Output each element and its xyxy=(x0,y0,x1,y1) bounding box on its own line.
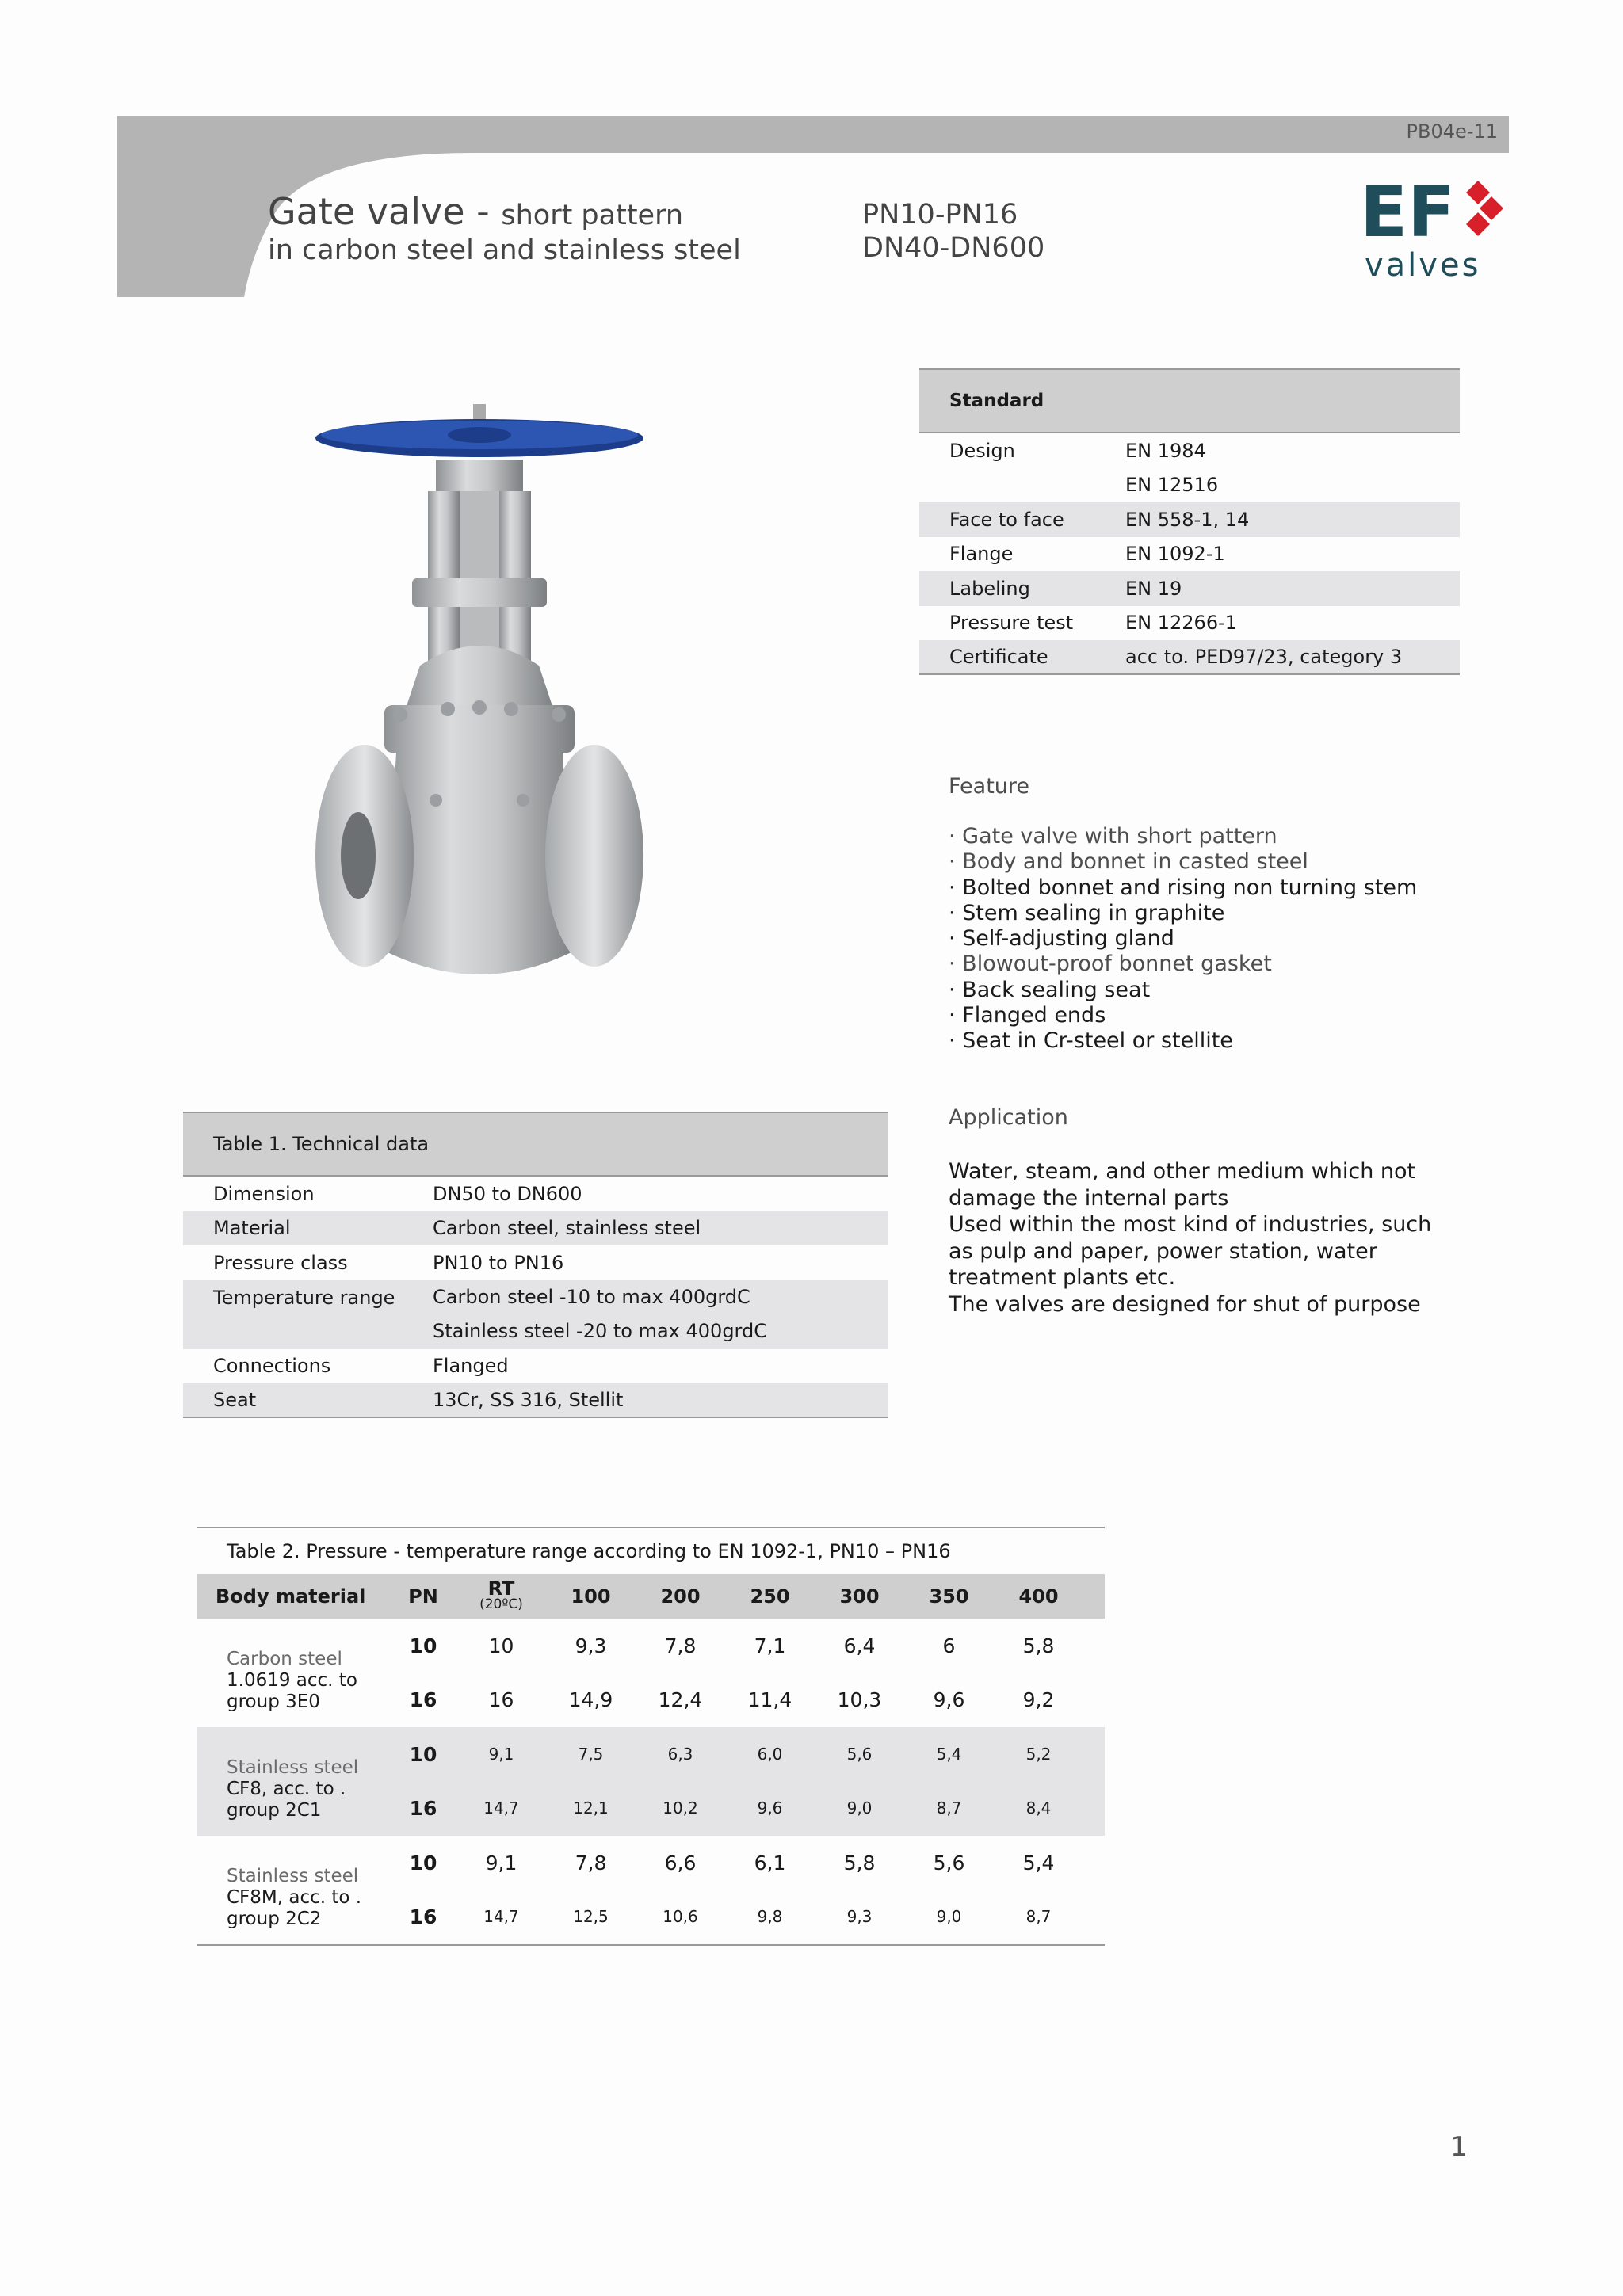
pressure-cell: 10,3 xyxy=(837,1688,882,1711)
body-material-label: Stainless steel CF8, acc. to . group 2C1 xyxy=(227,1757,359,1821)
pressure-cell: 6,0 xyxy=(757,1745,783,1764)
page-number: 1 xyxy=(1450,2131,1468,2163)
pressure-cell: 10,2 xyxy=(663,1798,698,1817)
technical-data-table xyxy=(183,1112,888,1418)
pn-cell: 10 xyxy=(409,1851,437,1875)
header-cell: 100 xyxy=(571,1585,611,1608)
header-cell: 200 xyxy=(660,1585,701,1608)
page-subtitle: in carbon steel and stainless steel xyxy=(268,235,741,266)
standard-table xyxy=(919,368,1460,675)
pressure-cell: 6,1 xyxy=(754,1851,786,1875)
pressure-cell: 12,1 xyxy=(573,1798,609,1817)
header-cell: PN xyxy=(408,1585,438,1608)
pressure-cell: 5,6 xyxy=(846,1745,873,1764)
pressure-cell: 14,7 xyxy=(483,1798,519,1817)
svg-text:EF: EF xyxy=(1360,174,1456,253)
pressure-cell: 6,4 xyxy=(843,1634,876,1657)
title-pattern: short pattern xyxy=(501,200,684,231)
pressure-cell: 9,6 xyxy=(757,1798,783,1817)
pressure-cell: 10 xyxy=(488,1634,514,1657)
pressure-cell: 12,5 xyxy=(573,1907,609,1926)
standard-header: Standard xyxy=(919,368,1460,433)
table-row: Labeling EN 19 xyxy=(919,571,1460,606)
pressure-cell: 9,1 xyxy=(488,1745,514,1764)
list-item: · Body and bonnet in casted steel xyxy=(949,849,1308,875)
table-row: Pressure class PN10 to PN16 xyxy=(213,1251,564,1274)
application-line: damage the internal parts xyxy=(949,1185,1229,1211)
table-row: Material Carbon steel, stainless steel xyxy=(183,1211,888,1246)
table-row: Pressure test EN 12266-1 xyxy=(949,612,1238,635)
pressure-temperature-table xyxy=(197,1527,1105,1946)
pressure-cell: 5,8 xyxy=(843,1851,876,1875)
table2-body xyxy=(197,1619,1105,1944)
pressure-cell: 7,8 xyxy=(575,1851,607,1875)
pressure-cell: 10,6 xyxy=(663,1907,698,1926)
header-cell: 300 xyxy=(839,1585,880,1608)
pressure-cell: 9,0 xyxy=(846,1798,873,1817)
table-row: Connections Flanged xyxy=(213,1355,509,1378)
pressure-cell: 9,3 xyxy=(575,1634,607,1657)
table-row-group xyxy=(197,1727,1105,1836)
pressure-cell: 5,4 xyxy=(1022,1851,1055,1875)
pressure-cell: 9,1 xyxy=(485,1851,517,1875)
pressure-cell: 7,8 xyxy=(664,1634,697,1657)
table-row xyxy=(390,1619,1083,1672)
pressure-cell: 5,4 xyxy=(936,1745,962,1764)
pressure-cell: 5,2 xyxy=(1025,1745,1052,1764)
header-cell: 350 xyxy=(929,1585,969,1608)
pn-range: PN10-PN16 xyxy=(862,199,1018,231)
header-cell: 250 xyxy=(750,1585,790,1608)
table2-header xyxy=(197,1574,1105,1619)
table-row: Dimension DN50 to DN600 xyxy=(213,1182,582,1205)
pressure-cell: 12,4 xyxy=(658,1688,703,1711)
pressure-cell: 9,3 xyxy=(846,1907,873,1926)
pn-cell: 10 xyxy=(409,1634,437,1657)
list-item: · Back sealing seat xyxy=(949,977,1151,1002)
list-item: · Self-adjusting gland xyxy=(949,926,1174,952)
pressure-cell: 8,7 xyxy=(1025,1907,1052,1926)
table-row-group xyxy=(197,1619,1105,1727)
pressure-cell: 5,6 xyxy=(933,1851,965,1875)
page-title: Gate valve - short pattern xyxy=(268,190,684,233)
pn-cell: 16 xyxy=(409,1796,437,1820)
list-item: · Flanged ends xyxy=(949,1003,1106,1028)
pn-cell: 16 xyxy=(409,1688,437,1711)
header-cell: 400 xyxy=(1018,1585,1059,1608)
table-row: Certificate acc to. PED97/23, category 3 xyxy=(919,640,1460,675)
pressure-cell: 5,8 xyxy=(1022,1634,1055,1657)
pressure-cell: 6 xyxy=(942,1634,956,1657)
pressure-cell: 9,0 xyxy=(936,1907,962,1926)
list-item: · Bolted bonnet and rising non turning stem xyxy=(949,875,1418,900)
svg-text:valves: valves xyxy=(1365,247,1481,284)
pressure-cell: 9,2 xyxy=(1022,1688,1055,1711)
pn-cell: 10 xyxy=(409,1742,437,1766)
list-item: · Seat in Cr-steel or stellite xyxy=(949,1028,1233,1054)
document-id: PB04e-11 xyxy=(1406,120,1498,143)
pressure-cell: 9,8 xyxy=(757,1907,783,1926)
application-line: Used within the most kind of industries, such xyxy=(949,1212,1432,1237)
table-row xyxy=(390,1672,1083,1726)
application-text xyxy=(949,1158,1472,1318)
pressure-cell: 6,3 xyxy=(667,1745,693,1764)
table-row: Flange EN 1092-1 xyxy=(949,543,1225,566)
pressure-cell: 8,4 xyxy=(1025,1798,1052,1817)
list-item: · Gate valve with short pattern xyxy=(949,824,1277,849)
pressure-cell: 8,7 xyxy=(936,1798,962,1817)
pressure-cell: 14,7 xyxy=(483,1907,519,1926)
list-item: · Stem sealing in graphite xyxy=(949,900,1225,925)
application-line: treatment plants etc. xyxy=(949,1265,1176,1290)
table-row: Design EN 1984 xyxy=(949,439,1206,462)
table-row xyxy=(390,1781,1083,1835)
application-line: as pulp and paper, power station, water xyxy=(949,1238,1377,1264)
pressure-cell: 6,6 xyxy=(664,1851,697,1875)
pressure-cell: 11,4 xyxy=(747,1688,792,1711)
feature-title: Feature xyxy=(949,774,1030,799)
table-row xyxy=(390,1727,1083,1781)
application-line: Water, steam, and other medium which not xyxy=(949,1159,1416,1184)
table-row: EN 12516 xyxy=(1125,474,1219,497)
pressure-cell: 7,5 xyxy=(578,1745,604,1764)
table-row xyxy=(390,1836,1083,1890)
header-cell: Body material xyxy=(216,1585,366,1608)
application-line: The valves are designed for shut of purpose xyxy=(949,1291,1421,1317)
table2-bottom-rule xyxy=(197,1944,1105,1946)
pressure-range xyxy=(862,198,1044,265)
ef-valves-logo xyxy=(1355,174,1506,285)
table-row: Face to face EN 558-1, 14 xyxy=(919,502,1460,537)
pressure-cell: 14,9 xyxy=(568,1688,613,1711)
body-material-label: Carbon steel 1.0619 acc. to group 3E0 xyxy=(227,1649,357,1712)
pressure-cell: 16 xyxy=(488,1688,514,1711)
dn-range: DN40-DN600 xyxy=(862,232,1045,264)
pressure-cell: 7,1 xyxy=(754,1634,786,1657)
pressure-cell: 9,6 xyxy=(933,1688,965,1711)
pn-cell: 16 xyxy=(409,1905,437,1928)
body-material-label: Stainless steel CF8M, acc. to . group 2C2 xyxy=(227,1866,362,1929)
header-cell: RT (20ºC) xyxy=(479,1577,523,1612)
application-title: Application xyxy=(949,1105,1068,1130)
list-item: · Blowout-proof bonnet gasket xyxy=(949,952,1272,977)
table-row-group xyxy=(197,1836,1105,1944)
table-row: Seat 13Cr, SS 316, Stellit xyxy=(183,1383,888,1418)
table-row xyxy=(390,1890,1083,1943)
table1-title: Table 1. Technical data xyxy=(183,1112,888,1177)
gate-valve-image xyxy=(309,396,658,1038)
table2-title: Table 2. Pressure - temperature range according to EN 1092-1, PN10 – PN16 xyxy=(197,1527,1105,1574)
table-row: Temperature range Carbon steel -10 to max 400grdC Stainless steel -20 to max 400grdC xyxy=(183,1280,888,1349)
feature-list xyxy=(949,824,1417,1055)
